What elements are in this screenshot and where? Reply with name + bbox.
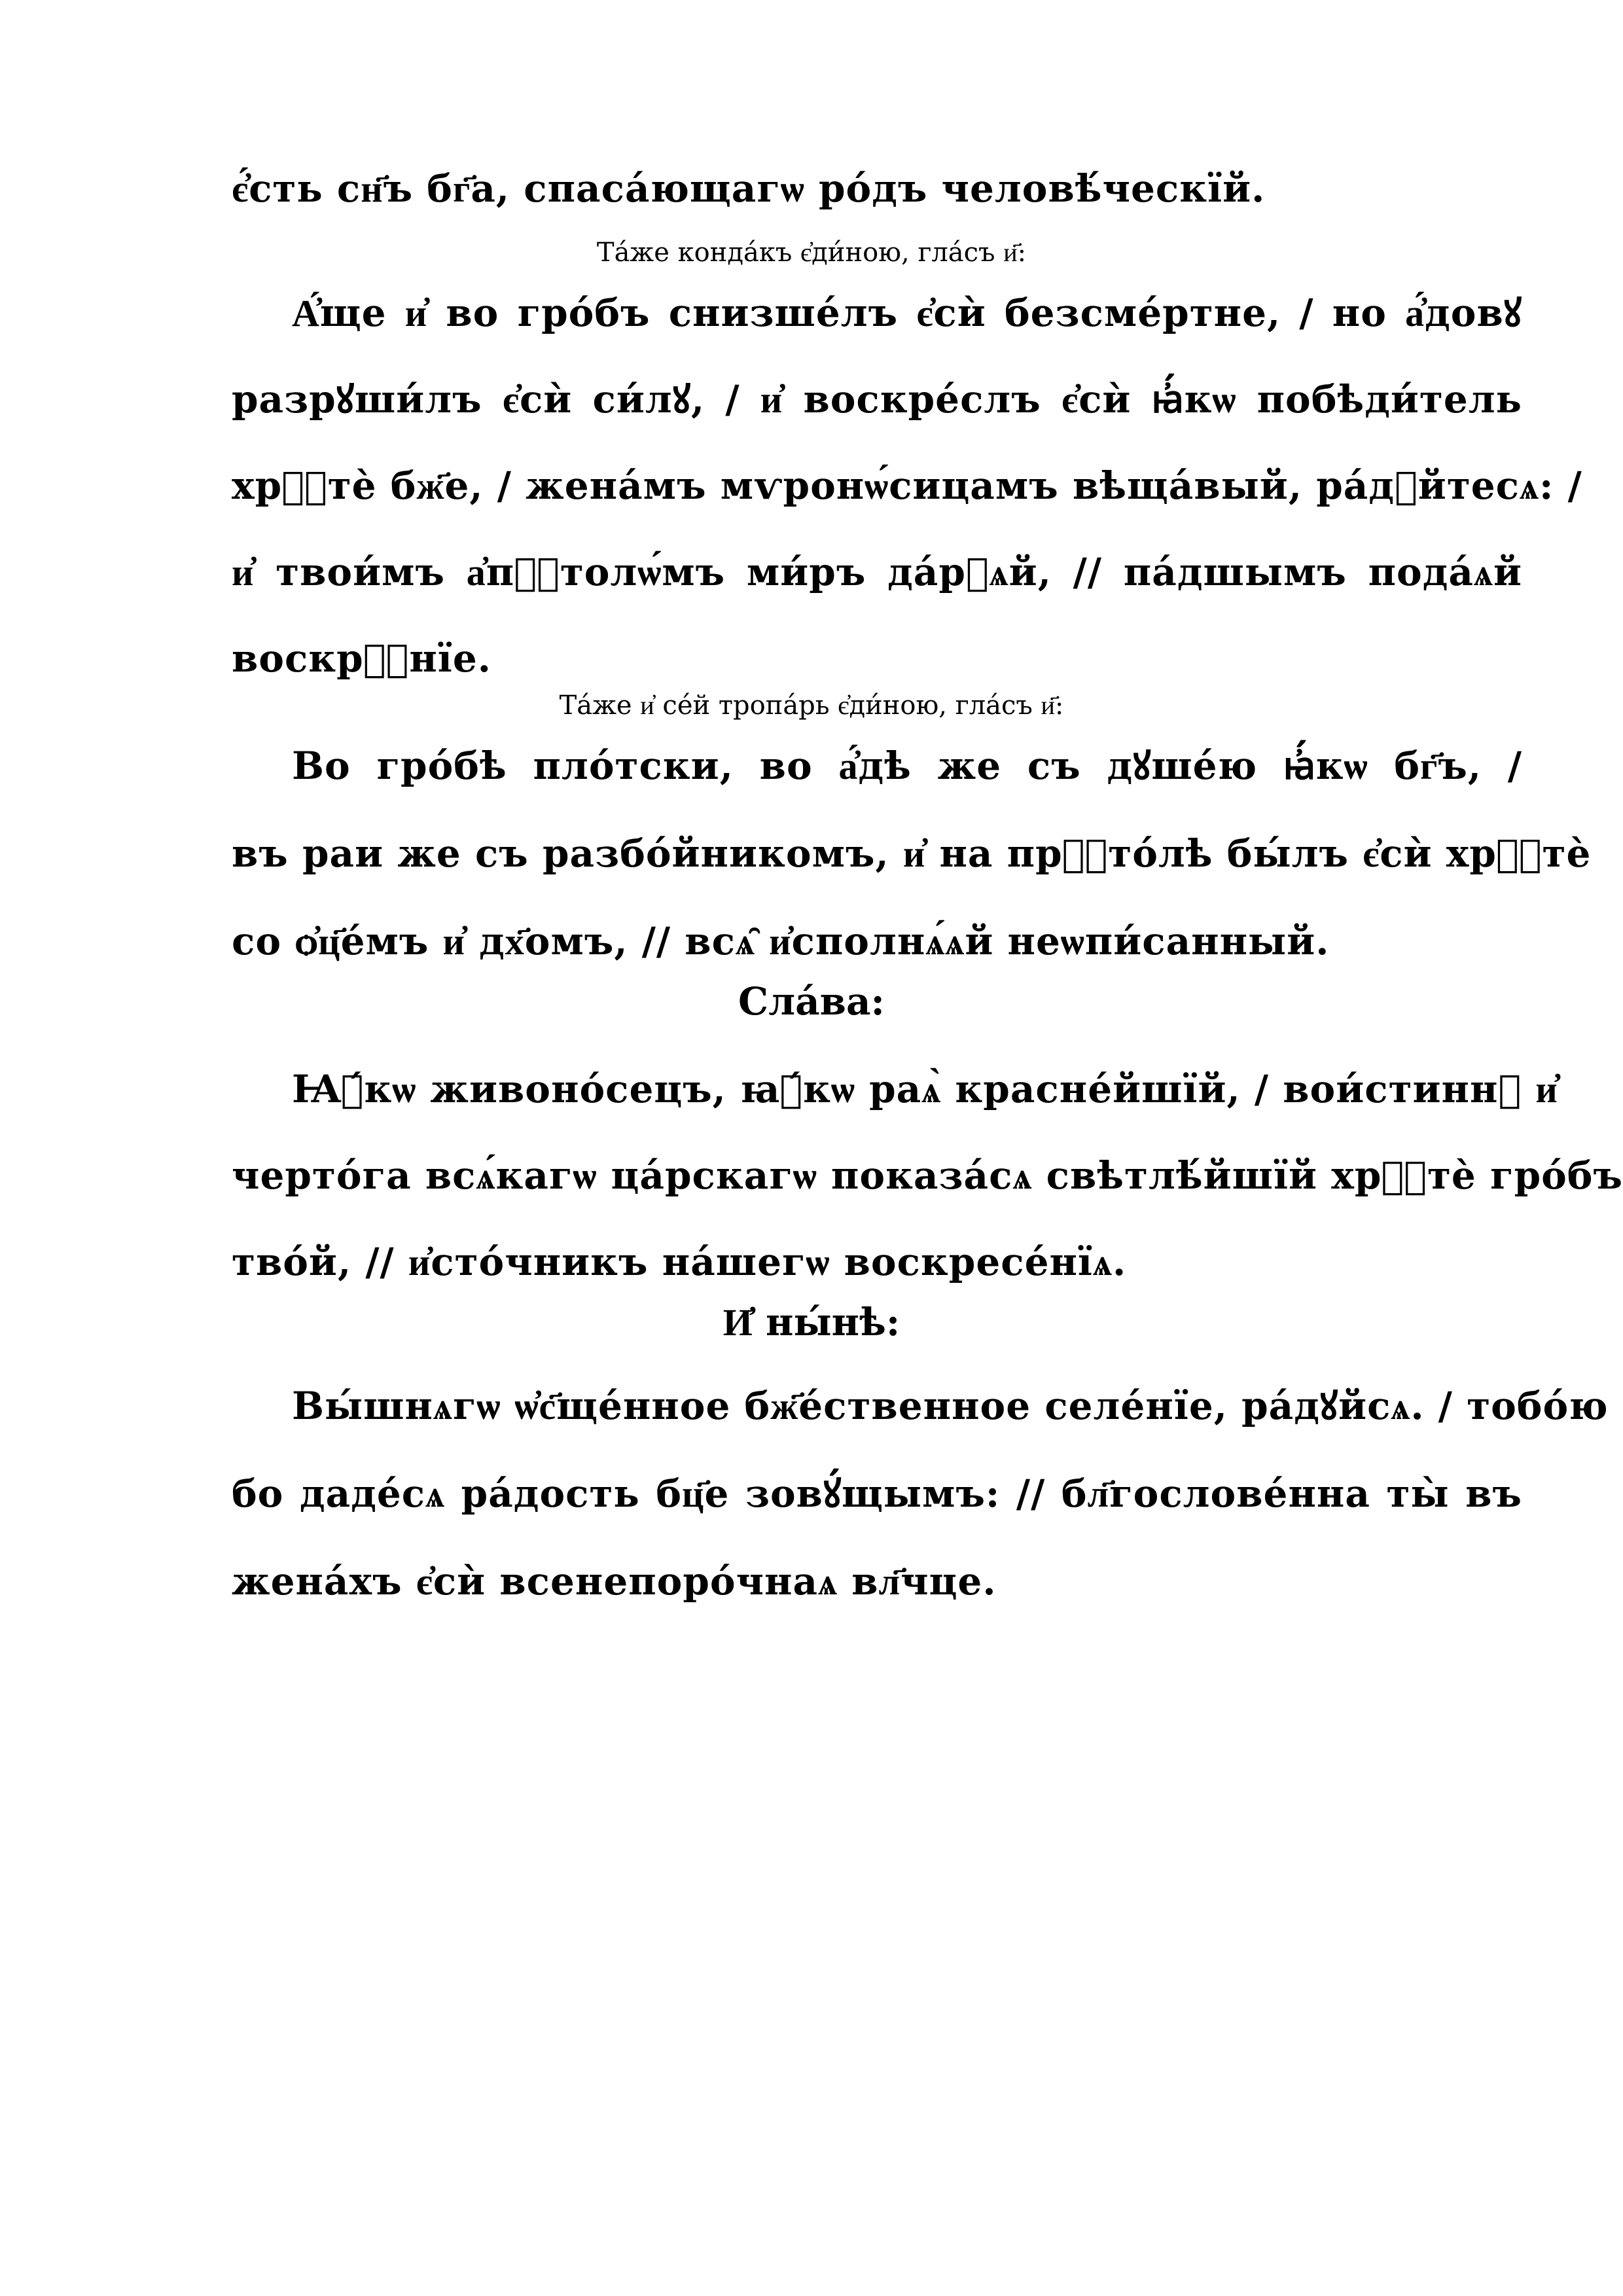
text-line: хрⷭ҇тѐ бж҃е, / жена́мъ мѵронѡ́сицамъ вѣща́вый, ра́дꙋйтесѧ: / (232, 463, 1582, 508)
kontakion-rubric: Та́же конда́къ є҆ди́ною, гла́съ и҃: (596, 238, 1027, 268)
text-line: жена́хъ є҆сѝ всенепоро́чнаѧ вл҃чце. (232, 1559, 997, 1604)
troparion-rubric: Та́же и҆ се́й тропа́рь є҆ди́ною, гла́съ и҃: (559, 691, 1064, 721)
text-line: є҆́сть сн҃ъ бг҃а, спаса́ющагѡ ро́дъ человѣ́ческїй. (232, 166, 1266, 211)
text-line: А҆́ще и҆ во гро́бъ снизше́лъ є҆сѝ безсме́ртне, / но а҆́довꙋ (292, 291, 1522, 335)
text-line: и҆ твои́мъ а҆пⷭ҇толѡ́мъ ми́ръ да́рꙋѧй, // па́дшымъ пода́ѧй (232, 550, 1522, 594)
text-line: Во гро́бѣ пло́тски, во а҆́дѣ же съ дꙋше́ю ꙗ҆́кѡ бг҃ъ, / (292, 744, 1522, 788)
text-line: со ѻ҆ц҃е́мъ и҆ дх҃омъ, // всѧ̑ и҆сполнѧ́ѧй неѡпи́санный. (232, 919, 1330, 963)
glory-heading: Сла́ва: (738, 979, 885, 1024)
now-heading: И҆ ны́нѣ: (722, 1300, 901, 1344)
text-line: разрꙋши́лъ є҆сѝ си́лꙋ, / и҆ воскре́слъ є҆сѝ ꙗ҆́кѡ побѣди́тель (232, 377, 1522, 422)
text-line: бо даде́сѧ ра́дость бц҃е зовꙋ́щымъ: // бл҃гослове́нна ты̀ въ (232, 1471, 1522, 1516)
text-line: черто́га всѧ́кагѡ ца́рскагѡ показа́сѧ свѣтлѣ́йшїй хрⷭ҇тѐ гро́бъ (232, 1153, 1623, 1198)
text-line: Вы́шнѧгѡ ѡ҆с҃ще́нное бж҃е́ственное селе́нїе, ра́дꙋйсѧ. / тобо́ю (292, 1384, 1609, 1428)
text-line: воскрⷭ҇нїе. (232, 636, 491, 681)
text-line: въ раи же съ разбо́йникомъ, и҆ на прⷭ҇то́лѣ бы́лъ є҆сѝ хрⷭ҇тѐ (232, 831, 1592, 876)
text-line: Ꙗ҆́кѡ живоно́сецъ, ꙗ҆́кѡ раѧ̀ красне́йшїй, / вои́стиннꙋ и҆ (292, 1067, 1558, 1111)
text-line: тво́й, // и҆сто́чникъ на́шегѡ воскресе́нїѧ. (232, 1240, 1127, 1284)
